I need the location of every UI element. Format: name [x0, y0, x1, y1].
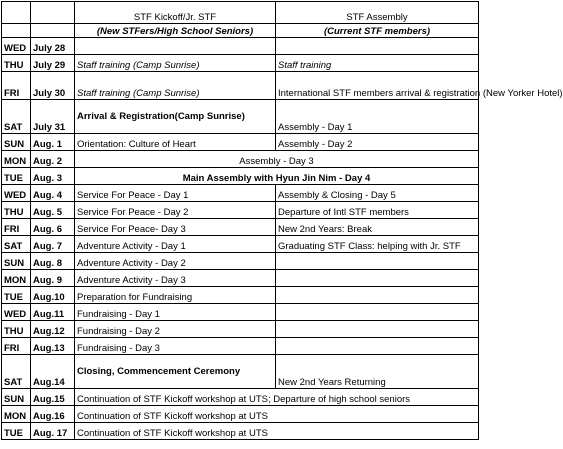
assembly-cell	[276, 253, 479, 270]
table-row	[2, 287, 479, 304]
kickoff-cell: Service For Peace - Day 1	[75, 185, 276, 202]
table-row	[2, 202, 479, 219]
assembly-column-title: STF Assembly	[276, 2, 479, 24]
header-blank-day	[2, 24, 31, 38]
table-row	[2, 100, 479, 134]
kickoff-cell: Fundraising - Day 1	[75, 304, 276, 321]
kickoff-cell: Adventure Activity - Day 3	[75, 270, 276, 287]
kickoff-cell: Staff training (Camp Sunrise)	[75, 72, 276, 100]
date-cell: Aug. 2	[31, 151, 75, 168]
assembly-cell	[276, 338, 479, 355]
header-title-row	[2, 2, 479, 24]
schedule-table	[1, 1, 563, 440]
day-cell: WED	[2, 304, 31, 321]
assembly-cell	[276, 287, 479, 304]
kickoff-cell: Orientation: Culture of Heart	[75, 134, 276, 151]
date-cell: July 28	[31, 38, 75, 55]
kickoff-cell: Fundraising - Day 3	[75, 338, 276, 355]
kickoff-cell: Fundraising - Day 2	[75, 321, 276, 338]
day-cell: FRI	[2, 219, 31, 236]
date-cell: Aug. 1	[31, 134, 75, 151]
table-row	[2, 236, 479, 253]
day-cell: WED	[2, 38, 31, 55]
table-row	[2, 134, 479, 151]
kickoff-cell: Adventure Activity - Day 2	[75, 253, 276, 270]
table-row	[2, 219, 479, 236]
day-cell: SUN	[2, 389, 31, 406]
assembly-cell: Staff training	[276, 55, 479, 72]
date-cell: Aug. 8	[31, 253, 75, 270]
assembly-cell	[276, 321, 479, 338]
kickoff-cell: Closing, Commencement Ceremony	[75, 355, 276, 389]
assembly-cell: Assembly - Day 2	[276, 134, 479, 151]
day-cell: FRI	[2, 72, 31, 100]
date-cell: July 31	[31, 100, 75, 134]
table-row	[2, 72, 479, 100]
assembly-cell: Departure of Intl STF members	[276, 202, 479, 219]
table-row	[2, 321, 479, 338]
table-row	[2, 185, 479, 202]
table-row	[2, 304, 479, 321]
date-cell: Aug.16	[31, 406, 75, 423]
date-cell: Aug.10	[31, 287, 75, 304]
header-blank-date	[31, 24, 75, 38]
date-cell: Aug. 9	[31, 270, 75, 287]
day-cell: SAT	[2, 100, 31, 134]
assembly-cell: New 2nd Years Returning	[276, 355, 479, 389]
span-cell: Continuation of STF Kickoff workshop at UTS	[75, 406, 479, 423]
table-row	[2, 270, 479, 287]
date-cell: July 30	[31, 72, 75, 100]
kickoff-cell: Staff training (Camp Sunrise)	[75, 55, 276, 72]
kickoff-cell: Service For Peace - Day 2	[75, 202, 276, 219]
kickoff-cell: Preparation for Fundraising	[75, 287, 276, 304]
day-cell: TUE	[2, 168, 31, 185]
table-row	[2, 338, 479, 355]
assembly-cell	[276, 270, 479, 287]
date-cell: Aug.11	[31, 304, 75, 321]
date-cell: Aug. 7	[31, 236, 75, 253]
table-row	[2, 168, 479, 185]
kickoff-column-subtitle: (New STFers/High School Seniors)	[75, 24, 276, 38]
day-cell: WED	[2, 185, 31, 202]
assembly-cell: New 2nd Years: Break	[276, 219, 479, 236]
day-cell: THU	[2, 321, 31, 338]
kickoff-cell	[75, 38, 276, 55]
table-row	[2, 55, 479, 72]
date-cell: Aug. 17	[31, 423, 75, 440]
table-row	[2, 253, 479, 270]
date-cell: Aug.12	[31, 321, 75, 338]
day-cell: FRI	[2, 338, 31, 355]
assembly-cell: Graduating STF Class: helping with Jr. STF	[276, 236, 479, 253]
header-blank-date	[31, 2, 75, 24]
date-cell: Aug. 5	[31, 202, 75, 219]
day-cell: MON	[2, 151, 31, 168]
assembly-cell: International STF members arrival & registration (New Yorker Hotel)	[276, 72, 479, 100]
date-cell: July 29	[31, 55, 75, 72]
span-cell: Main Assembly with Hyun Jin Nim - Day 4	[75, 168, 479, 185]
date-cell: Aug. 6	[31, 219, 75, 236]
date-cell: Aug. 3	[31, 168, 75, 185]
table-row	[2, 355, 479, 389]
assembly-cell: Assembly - Day 1	[276, 100, 479, 134]
header-subtitle-row	[2, 24, 479, 38]
table-row	[2, 423, 479, 440]
kickoff-cell: Adventure Activity - Day 1	[75, 236, 276, 253]
date-cell: Aug.15	[31, 389, 75, 406]
span-cell: Continuation of STF Kickoff workshop at UTS	[75, 423, 479, 440]
kickoff-cell: Service For Peace- Day 3	[75, 219, 276, 236]
assembly-cell	[276, 304, 479, 321]
table-row	[2, 406, 479, 423]
day-cell: SUN	[2, 253, 31, 270]
date-cell: Aug.13	[31, 338, 75, 355]
assembly-cell	[276, 38, 479, 55]
day-cell: SUN	[2, 134, 31, 151]
day-cell: MON	[2, 406, 31, 423]
day-cell: MON	[2, 270, 31, 287]
day-cell: SAT	[2, 355, 31, 389]
date-cell: Aug.14	[31, 355, 75, 389]
header-blank-day	[2, 2, 31, 24]
day-cell: TUE	[2, 423, 31, 440]
assembly-cell: Assembly & Closing - Day 5	[276, 185, 479, 202]
day-cell: THU	[2, 55, 31, 72]
day-cell: THU	[2, 202, 31, 219]
span-cell: Continuation of STF Kickoff workshop at UTS; Departure of high school seniors	[75, 389, 479, 406]
kickoff-cell: Arrival & Registration(Camp Sunrise)	[75, 100, 276, 134]
table-row	[2, 389, 479, 406]
day-cell: TUE	[2, 287, 31, 304]
day-cell: SAT	[2, 236, 31, 253]
table-row	[2, 38, 479, 55]
assembly-column-subtitle: (Current STF members)	[276, 24, 479, 38]
date-cell: Aug. 4	[31, 185, 75, 202]
kickoff-column-title: STF Kickoff/Jr. STF	[75, 2, 276, 24]
table-row	[2, 151, 479, 168]
span-cell: Assembly - Day 3	[75, 151, 479, 168]
